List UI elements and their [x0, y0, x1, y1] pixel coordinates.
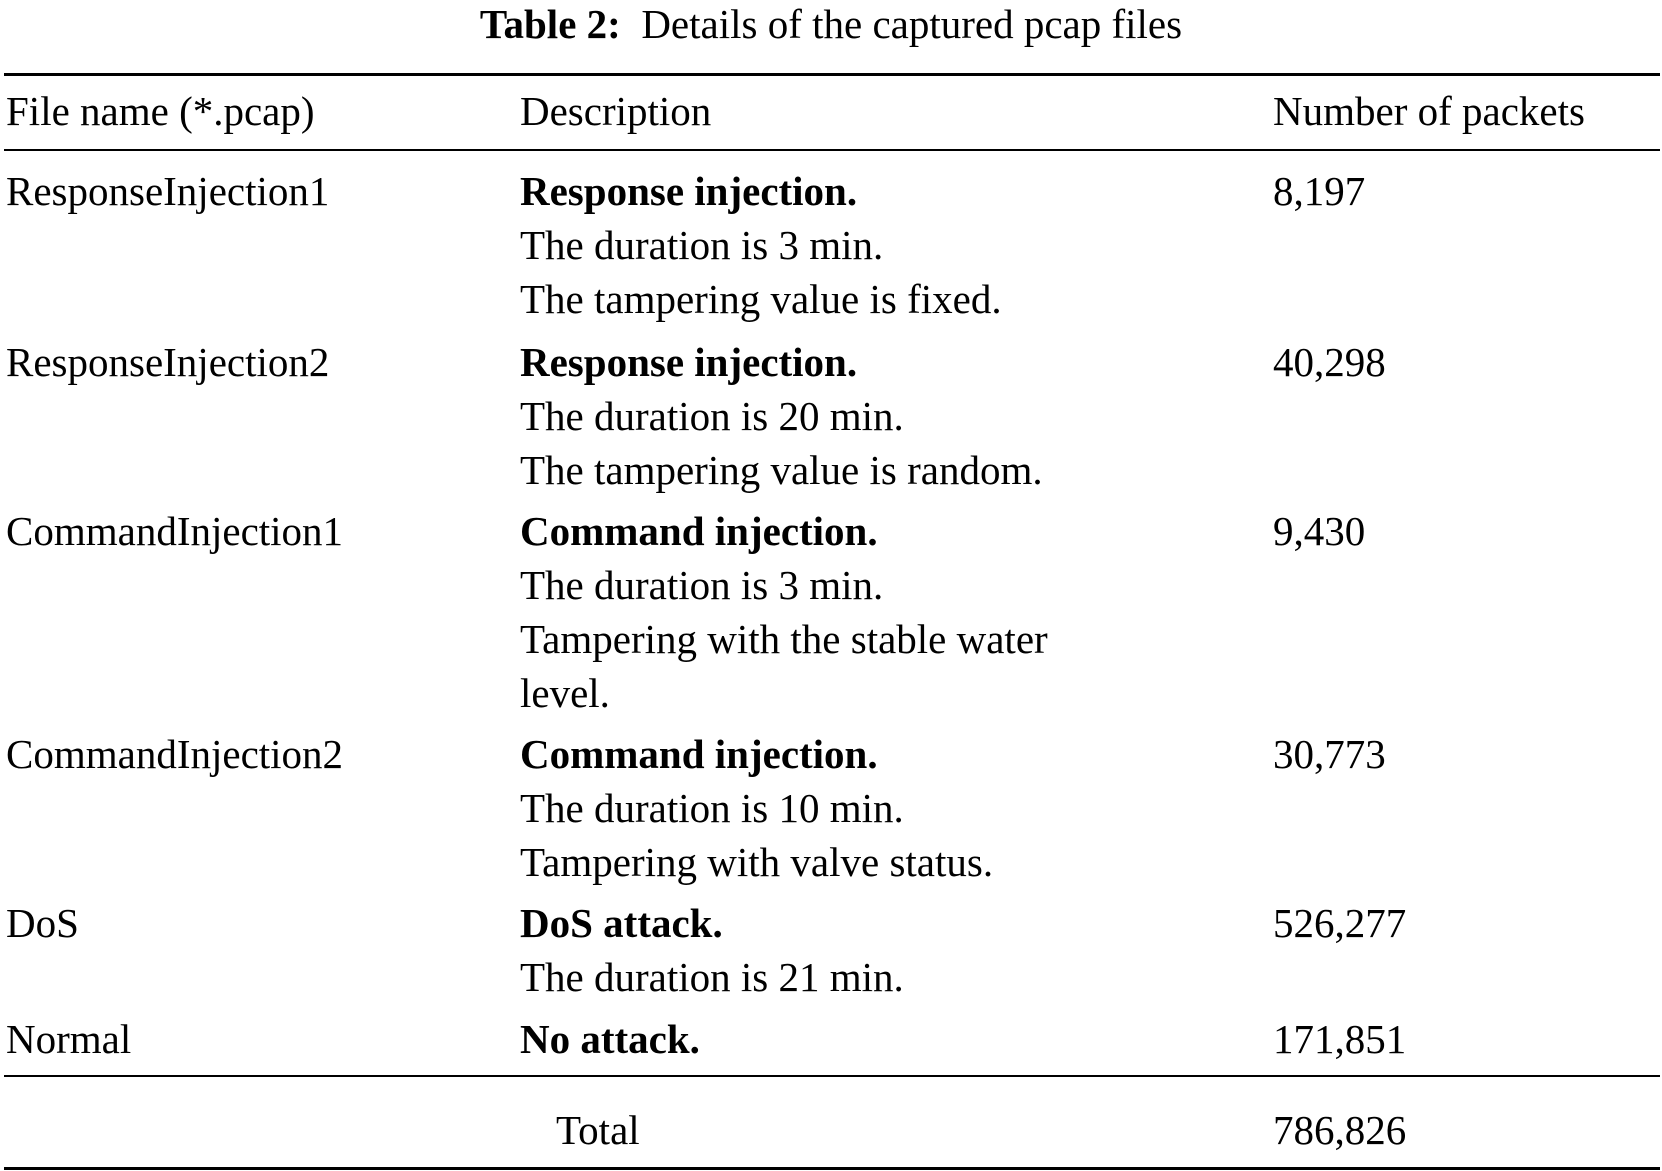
- row-file-name: Normal: [6, 1016, 132, 1062]
- row-file-name: ResponseInjection2: [6, 339, 330, 385]
- header-rule: [4, 149, 1660, 151]
- row-description: [520, 164, 1002, 326]
- row-description: [520, 1012, 700, 1066]
- top-rule: [4, 73, 1660, 76]
- description-line: Tampering with the stable water: [520, 616, 1048, 662]
- header-packets: Number of packets: [1273, 88, 1585, 134]
- description-line: level.: [520, 670, 610, 716]
- row-packets: 40,298: [1273, 339, 1386, 385]
- total-label: Total: [556, 1107, 640, 1153]
- row-file-name: DoS: [6, 900, 79, 946]
- bottom-rule: [4, 1167, 1660, 1170]
- row-file-name: CommandInjection1: [6, 508, 344, 554]
- row-file-name: CommandInjection2: [6, 731, 344, 777]
- row-description: [520, 896, 904, 1004]
- description-title: DoS attack.: [520, 900, 723, 946]
- row-packets: 30,773: [1273, 731, 1386, 777]
- description-title: No attack.: [520, 1016, 700, 1062]
- row-packets: 8,197: [1273, 168, 1366, 214]
- description-title: Command injection.: [520, 731, 878, 777]
- table-caption: [0, 0, 1662, 48]
- total-packets: 786,826: [1273, 1107, 1407, 1153]
- row-description: [520, 335, 1043, 497]
- description-line: The duration is 21 min.: [520, 954, 904, 1000]
- description-line: The duration is 20 min.: [520, 393, 904, 439]
- header-file-name: File name (*.pcap): [6, 88, 315, 134]
- description-line: The duration is 3 min.: [520, 222, 884, 268]
- caption-label: Table 2:: [479, 1, 621, 47]
- caption-text: Details of the captured pcap files: [641, 1, 1183, 47]
- row-file-name: ResponseInjection1: [6, 168, 330, 214]
- description-line: The duration is 10 min.: [520, 785, 904, 831]
- description-title: Command injection.: [520, 508, 878, 554]
- row-description: [520, 504, 1048, 720]
- description-title: Response injection.: [520, 339, 858, 385]
- row-packets: 9,430: [1273, 508, 1366, 554]
- header-description: Description: [520, 88, 712, 134]
- description-line: The duration is 3 min.: [520, 562, 884, 608]
- row-packets: 171,851: [1273, 1016, 1407, 1062]
- description-line: Tampering with valve status.: [520, 839, 994, 885]
- total-rule: [4, 1075, 1660, 1077]
- row-packets: 526,277: [1273, 900, 1407, 946]
- description-line: The tampering value is fixed.: [520, 276, 1002, 322]
- description-line: The tampering value is random.: [520, 447, 1043, 493]
- row-description: [520, 727, 993, 889]
- description-title: Response injection.: [520, 168, 858, 214]
